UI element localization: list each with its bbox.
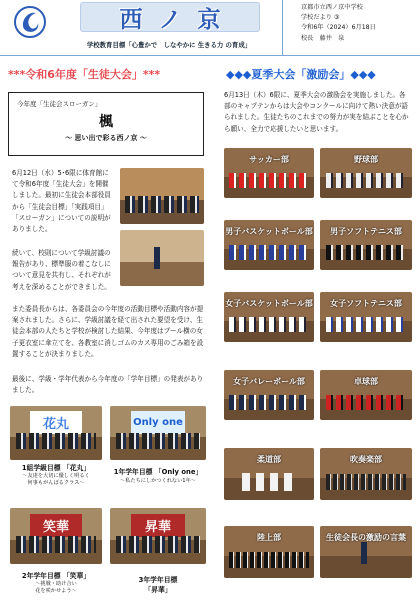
newsletter-number: 学校だより ③ [301, 14, 340, 22]
goal-value-grade3: 「昇華」 [144, 586, 172, 594]
issue-info [282, 0, 420, 56]
club-photo-8 [224, 448, 314, 500]
goal-subcaption-grade2-a: ～挑戦・助け合い [35, 581, 77, 587]
goal-banner-grade3: 昇華 [131, 514, 185, 538]
slogan-subtitle: ～ 思い出で彩る西ノ京 ～ [65, 134, 147, 142]
goal-banner-class1: 花丸 [30, 411, 82, 434]
send-off-rally-heading: ◆◆◆夏季大会「激励会」◆◆◆ [226, 68, 376, 81]
club-label-10: 陸上部 [257, 533, 281, 542]
club-photo-3 [320, 220, 412, 270]
goal-photo-grade3 [110, 508, 206, 564]
goal-photo-grade1 [110, 406, 206, 460]
goal-caption-class1: 1組学級目標 「花丸」 [21, 464, 91, 472]
goal-subcaption-class1-b: 何事もがんばるクラス～ [27, 480, 85, 486]
club-label-2: 男子バスケットボール部 [225, 227, 313, 236]
club-photo-10 [224, 526, 314, 578]
goal-photo-grade2 [10, 508, 102, 564]
assembly-photo-2 [120, 230, 204, 286]
goal-caption-grade1: 1年学年目標 「Only one」 [113, 468, 203, 476]
assembly-photo-1 [120, 168, 204, 224]
goal-subcaption-class1-a: ～友達を大切に優しく明るく [22, 473, 90, 479]
club-label-11: 生徒会長の激励の言葉 [326, 533, 406, 542]
slogan-box [8, 92, 204, 156]
club-photo-1 [320, 148, 412, 198]
club-label-9: 吹奏楽部 [350, 455, 382, 464]
goal-banner-grade2: 笑華 [30, 514, 82, 538]
school-emblem-icon [14, 5, 46, 39]
assembly-paragraph-3: また委員長からは、各委員会の今年度の活動目標や活動内容が提案されました。さらに、学級討議を経て出された要望を受け、生徒会本部の人たちと学校が検討した結果、今年度はプール横の女子更衣室に傘立てを、各教室に消しゴムのカス専用のごみ箱を設置することが決まりました。 [12, 305, 204, 358]
principal-name: 校長 藤井 泉 [301, 34, 345, 42]
student-assembly-heading: ***令和6年度「生徒大会」*** [8, 68, 161, 81]
club-label-5: 女子ソフトテニス部 [330, 299, 402, 308]
newsletter-header [0, 0, 420, 56]
club-label-1: 野球部 [354, 155, 378, 164]
club-photo-11 [320, 526, 412, 578]
club-label-8: 柔道部 [257, 455, 281, 464]
send-off-rally-paragraph: 6月13日（木）6限に、夏季大会の激励会を実施しました。各部のキャプテンからは大会やコンクールに向けて熱い決意が語られました。生徒たちのこれまでの努力が実を結ぶことを心から願い、全力で応援したいと思います。 [224, 91, 409, 133]
goal-banner-grade1: Only one [131, 411, 185, 434]
goal-subcaption-grade2-b: 花を咲かせよう～ [35, 588, 77, 594]
school-motto: 学校教育目標「心豊かで しなやかに 生きる力 の育成」 [86, 41, 252, 49]
newsletter-title: 西ノ京 [80, 2, 260, 32]
school-name: 京都市立西ノ京中学校 [301, 4, 363, 11]
slogan-text: 楓 [99, 114, 113, 130]
club-photo-7 [320, 370, 412, 420]
club-label-7: 卓球部 [354, 377, 378, 386]
club-photo-2 [224, 220, 314, 270]
assembly-paragraph-4: 最後に、学級・学年代表から今年度の「学年目標」の発表がありました。 [12, 375, 204, 395]
club-photo-4 [224, 292, 314, 342]
assembly-paragraph-2: 続いて、校則について学級討議の報告があり、標準服の着こなしについて意見を共有し、それぞれが考えを深めることができました。 [12, 249, 111, 291]
club-label-0: サッカー部 [249, 155, 289, 164]
club-photo-9 [320, 448, 412, 500]
goal-caption-grade2: 2年学年目標 「笑華」 [21, 572, 91, 580]
goal-caption-grade3: 3年学年目標 [138, 576, 178, 584]
issue-date: 令和6年（2024）6月18日 [301, 24, 376, 32]
goal-subcaption-grade1: ～私たちにしかつくれない1年～ [120, 478, 196, 484]
slogan-label: 今年度「生徒会スローガン」 [17, 100, 102, 108]
club-photo-5 [320, 292, 412, 342]
club-label-3: 男子ソフトテニス部 [330, 227, 402, 236]
club-photo-6 [224, 370, 314, 420]
club-label-4: 女子バスケットボール部 [225, 299, 313, 308]
goal-photo-class1 [10, 406, 102, 460]
club-label-6: 女子バレーボール部 [233, 377, 305, 386]
club-photo-0 [224, 148, 314, 198]
assembly-paragraph-1: 6月12日（水）5･6限に体育館にて令和6年度「生徒大会」を開催しました。最初に生徒会本部役員から「生徒会目標」「実践項目」「スローガン」についての説明がありました。 [12, 169, 111, 234]
